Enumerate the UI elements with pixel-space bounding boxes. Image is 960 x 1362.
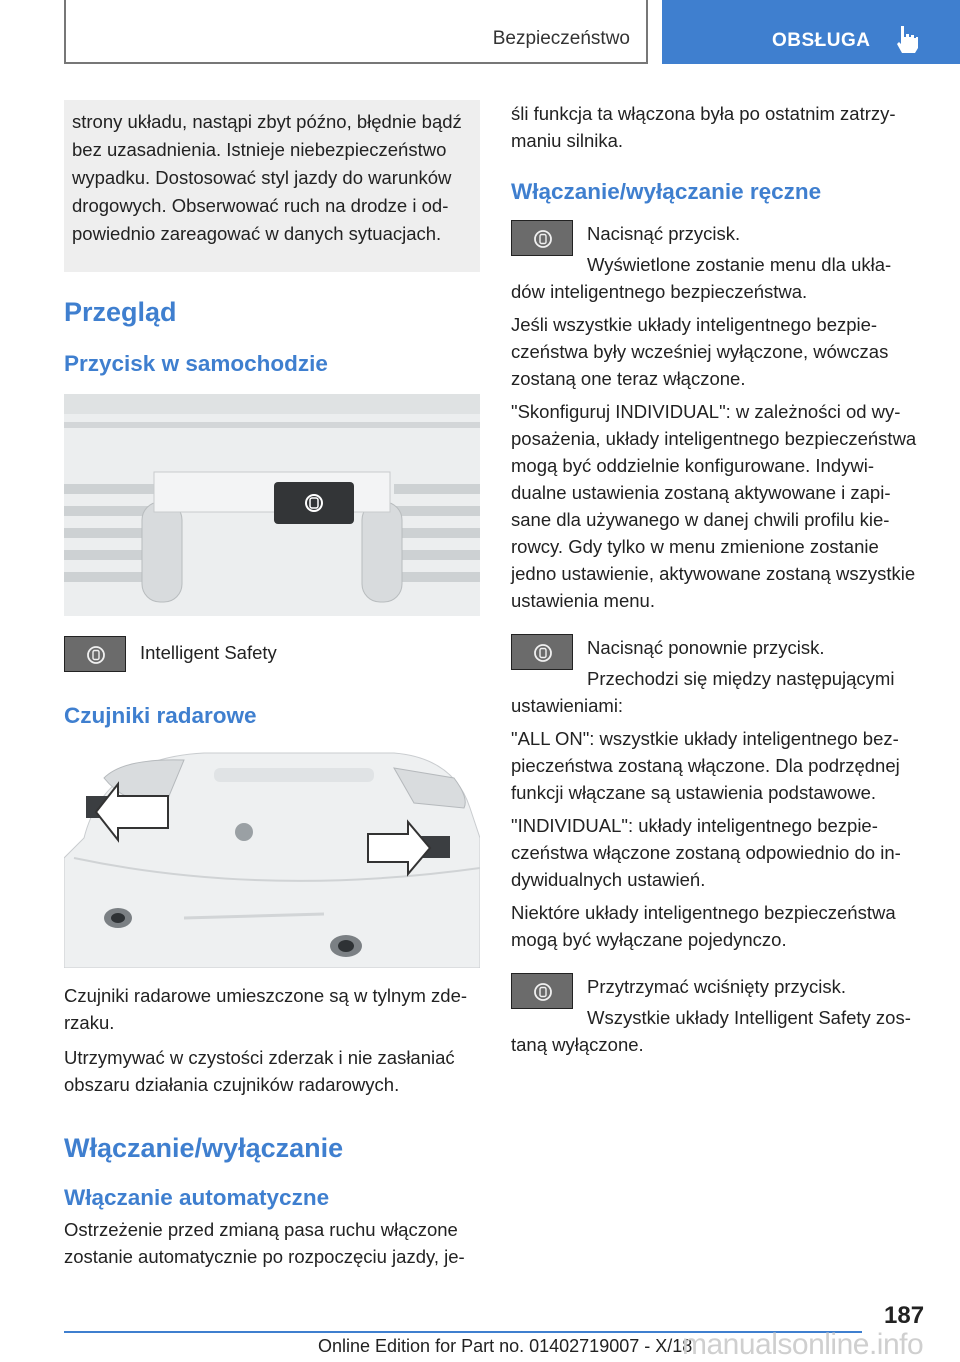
intelligent-safety-button-icon — [64, 636, 126, 672]
intelligent-safety-button-icon — [511, 973, 573, 1009]
intelligent-safety-label: Intelligent Safety — [140, 642, 277, 663]
body-line: pieczeństwa zostaną włączone. Dla podrzędnej — [511, 755, 900, 776]
body-line: mogą być oddzielnie konfigurowane. Indywi- — [511, 455, 875, 476]
radar-sensors-figure — [64, 748, 480, 968]
radar-paragraph-line: Czujniki radarowe umieszczone są w tylnym zde- — [64, 985, 468, 1006]
header-chapter-title: OBSŁUGA — [772, 30, 871, 51]
step-text: Nacisnąć ponownie przycisk. — [587, 637, 825, 658]
body-line: "INDIVIDUAL": układy inteligentnego bezpie- — [511, 815, 878, 836]
step-press-again — [511, 634, 927, 692]
radar-paragraph-line: Utrzymywać w czystości zderzak i nie zasłaniać — [64, 1047, 455, 1068]
step-text: Wszystkie układy Intelligent Safety zos- — [587, 1007, 911, 1028]
radar-paragraph-line: obszaru działania czujników radarowych. — [64, 1074, 400, 1095]
step-text: Przechodzi się między następującymi — [587, 668, 895, 689]
body-line: Jeśli wszystkie układy inteligentnego bezpie- — [511, 314, 878, 335]
pointing-hand-icon — [894, 24, 920, 54]
continued-line: maniu silnika. — [511, 130, 624, 151]
automatic-paragraph-line: Ostrzeżenie przed zmianą pasa ruchu włączone — [64, 1219, 458, 1240]
body-line: funkcji włączane są ustawienia podstawowe. — [511, 782, 877, 803]
step-text: dów inteligentnego bezpieczeństwa. — [511, 281, 808, 302]
body-line: ustawienia menu. — [511, 590, 655, 611]
header-section-box — [64, 0, 648, 64]
step-text: Przytrzymać wciśnięty przycisk. — [587, 976, 847, 997]
page-number: 187 — [884, 1302, 925, 1329]
left-column — [64, 100, 480, 1270]
body-line: czeństwa włączone zostaną odpowiednio do in- — [511, 842, 901, 863]
body-line: Niektóre układy inteligentnego bezpieczeństwa — [511, 902, 896, 923]
warning-line: powiednio zareagować w danych sytuacjach. — [72, 223, 442, 244]
step-press-button — [511, 220, 927, 278]
heading-on-off: Włączanie/wyłączanie — [64, 1133, 344, 1163]
body-line: posażenia, układy inteligentnego bezpieczeństwa — [511, 428, 917, 449]
body-line: jedno ustawienie, aktywowane zostaną wszystkie — [511, 563, 916, 584]
step-text: Nacisnąć przycisk. — [587, 223, 741, 244]
heading-radar-sensors: Czujniki radarowe — [64, 703, 257, 728]
heading-overview: Przegląd — [64, 297, 177, 327]
step-text: Wyświetlone zostanie menu dla ukła- — [587, 254, 892, 275]
body-line: "Skonfiguruj INDIVIDUAL": w zależności od wy- — [511, 401, 901, 422]
dashboard-illustration — [64, 394, 480, 616]
heading-automatic-on: Włączanie automatyczne — [64, 1185, 330, 1210]
warning-line: strony układu, nastąpi zbyt późno, błędnie bądź — [72, 111, 462, 132]
watermark: manualsonline.info — [682, 1328, 924, 1361]
automatic-paragraph-line: zostanie automatycznie po rozpoczęciu jazdy, je- — [64, 1246, 465, 1267]
heading-button-in-car: Przycisk w samochodzie — [64, 351, 328, 376]
continued-line: śli funkcja ta włączona była po ostatnim zatrzy- — [511, 103, 896, 124]
body-line: rowcy. Gdy tylko w menu zmienione zostanie — [511, 536, 879, 557]
body-line: czeństwa były wcześniej wyłączone, wówczas — [511, 341, 889, 362]
header-chapter-box — [662, 0, 960, 64]
step-hold-button — [511, 973, 927, 1031]
car-rear-illustration — [64, 748, 480, 968]
heading-manual-on-off: Włączanie/wyłączanie ręczne — [511, 179, 822, 204]
step-text: ustawieniami: — [511, 695, 624, 716]
body-line: "ALL ON": wszystkie układy inteligentnego bez- — [511, 728, 899, 749]
radar-paragraph-line: rzaku. — [64, 1012, 115, 1033]
right-column — [511, 100, 927, 1058]
body-line: dywidualnych ustawień. — [511, 869, 706, 890]
header-section-title: Bezpieczeństwo — [492, 28, 630, 49]
body-line: sane dla używanego w danej chwili profilu kie- — [511, 509, 890, 530]
dashboard-button-figure — [64, 394, 480, 616]
body-line: dualne ustawienia zostaną aktywowane i zapi- — [511, 482, 891, 503]
intelligent-safety-button-icon — [511, 220, 573, 256]
footer-edition: Online Edition for Part no. 01402719007 - X/18 — [318, 1336, 693, 1356]
intelligent-safety-button-icon — [511, 634, 573, 670]
warning-box — [64, 100, 480, 272]
body-line: zostaną one teraz włączone. — [511, 368, 746, 389]
warning-line: wypadku. Dostosować styl jazdy do warunków — [72, 167, 452, 188]
body-line: mogą być wyłączane pojedynczo. — [511, 929, 787, 950]
warning-line: drogowych. Obserwować ruch na drodze i od- — [72, 195, 449, 216]
intelligent-safety-button-row — [64, 636, 480, 676]
step-text: taną wyłączone. — [511, 1034, 644, 1055]
warning-line: bez uzasadnienia. Istnieje niebezpieczeństwo — [72, 139, 447, 160]
